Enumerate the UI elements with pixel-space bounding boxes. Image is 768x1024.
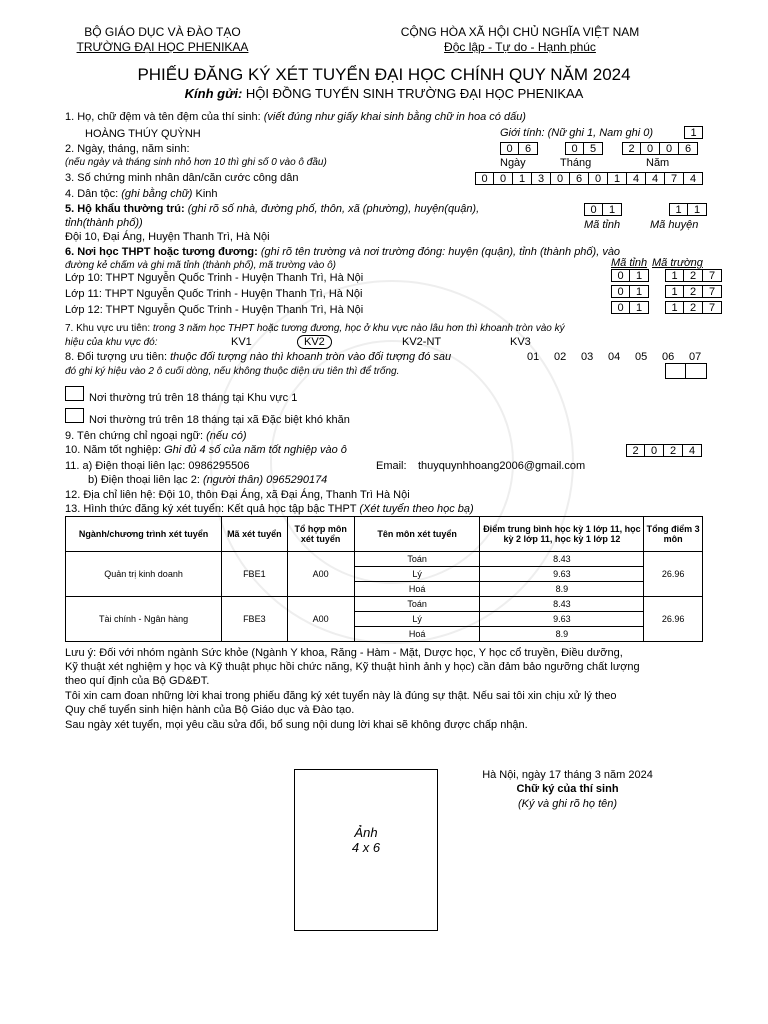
school-name: TRƯỜNG ĐẠI HỌC PHENIKAA <box>76 40 249 54</box>
q8-hint: thuộc đối tượng nào thì khoanh tròn vào đối tượng đó sau <box>170 351 452 363</box>
school-code-boxes[interactable] <box>665 269 722 282</box>
subject-score-cell: 9.63 <box>480 567 644 582</box>
kv-option-selected[interactable]: KV2 <box>297 335 332 349</box>
school-province-digit: 0 <box>611 269 630 282</box>
score-table <box>65 516 703 642</box>
school-code-digit: 7 <box>703 301 722 314</box>
school-code-digit: 1 <box>665 269 684 282</box>
q3-label: 3. Số chứng minh nhân dân/căn cước công dân <box>65 172 299 184</box>
q5-value[interactable]: Đội 10, Đại Áng, Huyện Thanh Trì, Hà Nội <box>65 231 270 243</box>
declaration-line: Tôi xin cam đoan những lời khai trong phiếu đăng ký xét tuyển này là đúng sự thật. Nếu sai tôi xin chịu xử lý theo <box>65 690 617 702</box>
q4-value[interactable]: Kinh <box>195 188 218 200</box>
signature-date: Hà Nội, ngày 17 tháng 3 năm 2024 <box>482 769 653 781</box>
q10-row <box>65 444 347 456</box>
major-cell: Tài chính - Ngân hàng <box>66 597 222 642</box>
q9-label: 9. Tên chứng chỉ ngoại ngữ: <box>65 430 204 442</box>
school-grade-label: Lớp 11: <box>65 288 102 300</box>
id-digit: 1 <box>608 172 627 185</box>
subject-name-cell: Toán <box>354 552 480 567</box>
table-header: Điểm trung bình học kỳ 1 lớp 11, học kỳ 2 lớp 11, học kỳ 1 lớp 12 <box>480 517 644 552</box>
school-province-digit: 1 <box>630 285 649 298</box>
q10-label: 10. Năm tốt nghiệp: <box>65 444 162 456</box>
id-digit: 4 <box>646 172 665 185</box>
total-score-cell: 26.96 <box>644 552 703 597</box>
photo-placeholder <box>294 769 438 931</box>
day-digit: 0 <box>500 142 519 155</box>
id-digit: 4 <box>684 172 703 185</box>
subject-name-cell: Hoá <box>354 627 480 642</box>
residence-district-boxes[interactable] <box>669 203 707 216</box>
republic-name: CỘNG HÒA XÃ HỘI CHỦ NGHĨA VIỆT NAM <box>400 25 640 39</box>
school-code-digit: 1 <box>665 301 684 314</box>
q13-label: 13. Hình thức đăng ký xét tuyển: Kết quả học tập bậc THPT <box>65 503 357 515</box>
q7-hint-2: hiệu của khu vực đó: <box>65 337 158 348</box>
signature-title: Chữ ký của thí sinh <box>516 783 619 795</box>
grad-year-digit: 2 <box>664 444 683 457</box>
dob-month-boxes[interactable] <box>565 142 603 155</box>
note-line: theo quí định của Bộ GD&ĐT. <box>65 675 210 687</box>
year-digit: 2 <box>622 142 641 155</box>
priority-boxes[interactable] <box>665 363 707 379</box>
phone-a-value[interactable]: 0986295506 <box>188 460 250 472</box>
school-code-boxes[interactable] <box>665 285 722 298</box>
graduation-year-boxes[interactable] <box>626 444 702 457</box>
total-score-cell: 26.96 <box>644 597 703 642</box>
school-province-digit: 0 <box>611 285 630 298</box>
email-label: Email: <box>376 460 407 472</box>
year-digit: 0 <box>641 142 660 155</box>
subject-name-cell: Hoá <box>354 582 480 597</box>
q8-label: 8. Đối tượng ưu tiên: <box>65 351 168 363</box>
school-province-boxes[interactable] <box>611 285 649 298</box>
priority-option[interactable]: 04 <box>608 351 621 363</box>
id-digit: 0 <box>589 172 608 185</box>
q11b-hint: (người thân) <box>202 474 264 486</box>
residence-hardship-label: Nơi thường trú trên 18 tháng tại xã Đặc biệt khó khăn <box>89 414 350 426</box>
district-digit: 1 <box>669 203 688 216</box>
residence-kv1-label: Nơi thường trú trên 18 tháng tại Khu vực 1 <box>89 392 298 404</box>
q7-hint: trong 3 năm học THPT hoặc tương đương, học ở khu vực nào lâu hơn thì khoanh tròn vào ký <box>152 323 565 334</box>
school-name-value[interactable]: THPT Nguyễn Quốc Trinh - Huyện Thanh Trì, Hà Nội <box>104 288 363 300</box>
gender-digit: 1 <box>684 126 703 139</box>
id-digit: 3 <box>532 172 551 185</box>
year-digit: 0 <box>660 142 679 155</box>
subject-name-cell: Lý <box>354 612 480 627</box>
q6-hint: (ghi rõ tên trường và nơi trường đóng: huyện (quận), tỉnh (thành phố), vào <box>260 246 621 258</box>
motto: Độc lập - Tự do - Hạnh phúc <box>444 40 596 54</box>
province-digit: 1 <box>603 203 622 216</box>
grad-year-digit: 0 <box>645 444 664 457</box>
q8-hint-2: đó ghi ký hiệu vào 2 ô cuối dòng, nếu không thuộc diện ưu tiên thì để trống. <box>65 366 400 377</box>
province-code-label: Mã tỉnh <box>584 219 621 231</box>
month-label: Tháng <box>560 157 592 169</box>
table-header: Tổng điểm 3 môn <box>644 517 703 552</box>
priority-option[interactable]: 03 <box>581 351 594 363</box>
school-province-digit: 1 <box>630 269 649 282</box>
note-line: Lưu ý: Đối với nhóm ngành Sức khỏe (Ngành Y khoa, Răng - Hàm - Mặt, Dược học, Y học cổ truyền, Điều dưỡng, <box>65 647 623 659</box>
q10-hint: Ghi đủ 4 số của năm tốt nghiệp vào ô <box>164 444 347 456</box>
gender-label: Giới tính: (Nữ ghi 1, Nam ghi 0) <box>500 127 654 139</box>
declaration-line: Quy chế tuyển sinh hiện hành của Bộ Giáo dục và Đào tạo. <box>65 704 355 716</box>
q12-label: 12. Địa chỉ liên hệ: <box>65 489 156 501</box>
q2-label: 2. Ngày, tháng, năm sinh: <box>65 143 190 155</box>
id-digit: 0 <box>494 172 513 185</box>
note-line: Kỹ thuật xét nghiệm y học và Kỹ thuật phục hồi chức năng, Kỹ thuật hình ảnh y học) cần đảm bảo ngưỡng chất lượng <box>65 661 640 673</box>
school-grade-label: Lớp 10: <box>65 272 103 284</box>
q11a-row <box>65 460 250 472</box>
school-code-digit: 2 <box>684 269 703 282</box>
q12-value[interactable]: Đội 10, thôn Đại Áng, xã Đại Áng, Thanh Trì Hà Nội <box>158 489 410 501</box>
school-province-digit: 1 <box>630 301 649 314</box>
q7-row <box>65 323 565 334</box>
subject-score-cell: 9.63 <box>480 612 644 627</box>
q4-label: 4. Dân tộc: <box>65 188 119 200</box>
kv-option[interactable]: KV2-NT <box>402 336 442 348</box>
q1-row <box>65 111 526 123</box>
subject-name-cell: Lý <box>354 567 480 582</box>
q11b-label: b) Điện thoại liên lạc 2: <box>88 474 200 486</box>
major-cell: Quản trị kinh doanh <box>66 552 222 597</box>
gender-box[interactable] <box>684 126 703 139</box>
code-cell: FBE1 <box>222 552 287 597</box>
residence-hardship-checkbox[interactable] <box>65 408 84 423</box>
school-province-digit: 0 <box>611 301 630 314</box>
priority-box[interactable] <box>686 363 707 379</box>
id-digit: 7 <box>665 172 684 185</box>
id-digit: 6 <box>570 172 589 185</box>
school-code-digit: 7 <box>703 269 722 282</box>
q1-name-value[interactable]: HOÀNG THÚY QUỲNH <box>85 128 201 140</box>
q1-hint: (viết đúng như giấy khai sinh bằng chữ in hoa có dấu) <box>263 111 526 123</box>
id-digit: 0 <box>551 172 570 185</box>
school-row <box>65 272 363 284</box>
q9-hint: (nếu có) <box>206 430 247 442</box>
school-province-boxes[interactable] <box>611 301 649 314</box>
table-header-row <box>66 517 703 552</box>
recipient-line <box>0 86 768 101</box>
school-row <box>65 288 362 300</box>
school-row <box>65 304 363 316</box>
recipient-label: Kính gửi: <box>184 86 243 101</box>
table-header: Ngành/chương trình xét tuyển <box>66 517 222 552</box>
q11b-row <box>88 474 327 486</box>
priority-option[interactable]: 01 <box>527 351 540 363</box>
combo-cell: A00 <box>287 552 354 597</box>
q13-row <box>65 503 474 515</box>
q12-row <box>65 489 410 501</box>
photo-label: Ảnh <box>354 825 378 840</box>
priority-option[interactable]: 06 <box>662 351 675 363</box>
photo-size-label: 4 x 6 <box>351 840 381 855</box>
recipient-name: HỘI ĐỒNG TUYỂN SINH TRƯỜNG ĐẠI HỌC PHENIKAA <box>245 86 584 101</box>
priority-option[interactable]: 07 <box>689 351 702 363</box>
dob-day-boxes[interactable] <box>500 142 538 155</box>
priority-option[interactable]: 02 <box>554 351 567 363</box>
id-number-boxes[interactable] <box>475 172 703 185</box>
residence-province-boxes[interactable] <box>584 203 622 216</box>
school-province-label: Mã tỉnh <box>611 257 648 269</box>
signature-hint: (Ký và ghi rõ họ tên) <box>517 798 618 810</box>
q5-row <box>65 203 479 215</box>
id-digit: 1 <box>513 172 532 185</box>
table-header: Tên môn xét tuyển <box>354 517 480 552</box>
table-header: Mã xét tuyển <box>222 517 287 552</box>
q5-hint: (ghi rõ số nhà, đường phố, thôn, xã (phường), huyện(quận), <box>187 203 480 215</box>
school-name-value[interactable]: THPT Nguyễn Quốc Trinh - Huyện Thanh Trì, Hà Nội <box>105 272 364 284</box>
priority-option[interactable]: 05 <box>635 351 648 363</box>
declaration-line: Sau ngày xét tuyển, mọi yêu cầu sửa đổi, bổ sung nội dung lời khai sẽ không được chấp nhận. <box>65 719 528 731</box>
district-digit: 1 <box>688 203 707 216</box>
id-digit: 4 <box>627 172 646 185</box>
school-code-digit: 2 <box>684 285 703 298</box>
subject-score-cell: 8.9 <box>480 627 644 642</box>
page-title: PHIẾU ĐĂNG KÝ XÉT TUYỂN ĐẠI HỌC CHÍNH QUY NĂM 2024 <box>137 65 631 84</box>
day-label: Ngày <box>500 157 526 169</box>
kv-option[interactable]: KV1 <box>231 336 252 348</box>
school-grade-label: Lớp 12: <box>65 304 103 316</box>
kv-option[interactable]: KV3 <box>510 336 531 348</box>
year-digit: 6 <box>679 142 698 155</box>
table-row <box>66 597 703 612</box>
phone-b-value[interactable]: 0965290174 <box>266 474 328 486</box>
priority-box[interactable] <box>665 363 686 379</box>
school-province-boxes[interactable] <box>611 269 649 282</box>
month-digit: 5 <box>584 142 603 155</box>
month-digit: 0 <box>565 142 584 155</box>
ministry-name: BỘ GIÁO DỤC VÀ ĐÀO TẠO <box>84 25 241 39</box>
dob-year-boxes[interactable] <box>622 142 698 155</box>
q9-row <box>65 430 246 442</box>
grad-year-digit: 4 <box>683 444 702 457</box>
q11a-label: 11. a) Điện thoại liên lạc: <box>65 460 186 472</box>
combo-cell: A00 <box>287 597 354 642</box>
subject-score-cell: 8.43 <box>480 552 644 567</box>
q5-hint-2: tỉnh(thành phố)) <box>65 217 143 229</box>
school-name-value[interactable]: THPT Nguyễn Quốc Trinh - Huyện Thanh Trì, Hà Nội <box>105 304 364 316</box>
school-code-boxes[interactable] <box>665 301 722 314</box>
school-code-label: Mã trường <box>652 257 703 269</box>
q2-hint: (nếu ngày và tháng sinh nhỏ hơn 10 thì ghi số 0 vào ô đầu) <box>65 157 327 168</box>
table-row <box>66 552 703 567</box>
q6-row <box>65 246 620 258</box>
q6-hint-2: đường kẻ chấm và ghi mã tỉnh (thành phố), mã trường vào ô) <box>65 260 337 271</box>
school-code-digit: 1 <box>665 285 684 298</box>
q7-label: 7. Khu vực ưu tiên: <box>65 323 151 334</box>
subject-name-cell: Toán <box>354 597 480 612</box>
day-digit: 6 <box>519 142 538 155</box>
province-digit: 0 <box>584 203 603 216</box>
residence-kv1-checkbox[interactable] <box>65 386 84 401</box>
school-code-digit: 7 <box>703 285 722 298</box>
code-cell: FBE3 <box>222 597 287 642</box>
subject-score-cell: 8.43 <box>480 597 644 612</box>
table-header: Tổ hợp môn xét tuyển <box>287 517 354 552</box>
q4-row <box>65 188 218 200</box>
q13-hint: (Xét tuyển theo học bạ) <box>359 503 474 515</box>
year-label: Năm <box>646 157 670 169</box>
school-code-digit: 2 <box>684 301 703 314</box>
q8-row <box>65 351 451 363</box>
id-digit: 0 <box>475 172 494 185</box>
q4-hint: (ghi bằng chữ) <box>121 188 193 200</box>
subject-score-cell: 8.9 <box>480 582 644 597</box>
q5-label: 5. Hộ khẩu thường trú: <box>65 203 185 215</box>
email-value[interactable]: thuyquynhhoang2006@gmail.com <box>418 460 586 472</box>
q6-label: 6. Nơi học THPT hoặc tương đương: <box>65 246 258 258</box>
q1-label: 1. Họ, chữ đệm và tên đệm của thí sinh: <box>65 111 261 123</box>
district-code-label: Mã huyện <box>650 219 699 231</box>
grad-year-digit: 2 <box>626 444 645 457</box>
